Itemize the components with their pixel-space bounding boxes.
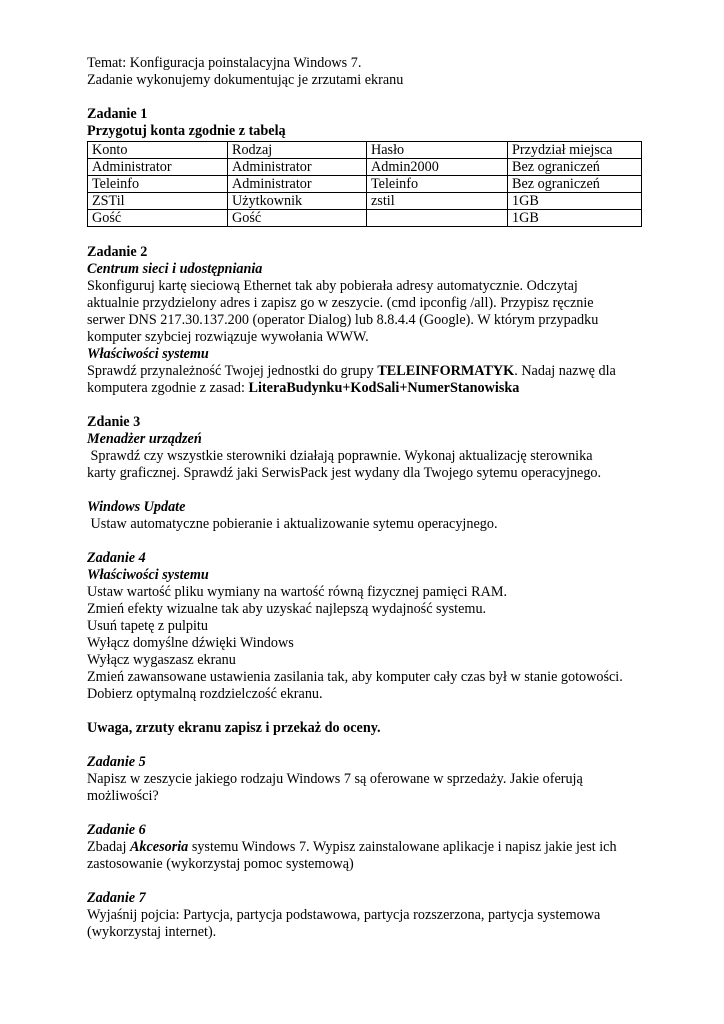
task4-text-line: Usuń tapetę z pulpitu (87, 618, 208, 634)
task2-group-line (87, 363, 647, 380)
table-row (88, 176, 642, 193)
table-cell: Administrator (228, 176, 367, 193)
table-row (88, 210, 642, 227)
task2-title: Zadanie 2 (87, 244, 148, 260)
task2-naming-line (87, 380, 647, 397)
table-header-row (88, 142, 642, 159)
task3-text-line: Sprawdź czy wszystkie sterowniki działają poprawnie. Wykonaj aktualizację sterownika (87, 448, 593, 464)
task3-title: Zdanie 3 (87, 414, 141, 430)
topic-line: Temat: Konfiguracja poinstalacyjna Windows 7. (87, 55, 362, 71)
task2-text-line: aktualnie przydzielony adres i zapisz go w zeszycie. (cmd ipconfig /all). Przypisz ręcznie (87, 295, 594, 311)
table-cell (367, 210, 508, 227)
table-cell: Bez ograniczeń (508, 159, 642, 176)
task6-text-line: zastosowanie (wykorzystaj pomoc systemową) (87, 856, 354, 872)
table-row (88, 159, 642, 176)
task1-subtitle: Przygotuj konta zgodnie z tabelą (87, 123, 286, 139)
task2-text-line: Skonfiguruj kartę sieciową Ethernet tak aby pobierała adresy automatycznie. Odczytaj (87, 278, 578, 294)
task4-title: Zadanie 4 (87, 550, 146, 566)
table-header-cell: Rodzaj (228, 142, 367, 159)
document-page (87, 55, 647, 941)
text-span: komputera zgodnie z zasad: (87, 380, 249, 396)
table-cell: Bez ograniczeń (508, 176, 642, 193)
table-row (88, 193, 642, 210)
table-header-cell: Przydział miejsca (508, 142, 642, 159)
task4-text-line: Dobierz optymalną rozdzielczość ekranu. (87, 686, 323, 702)
table-cell: Admin2000 (367, 159, 508, 176)
task6-title: Zadanie 6 (87, 822, 146, 838)
table-cell: Gość (88, 210, 228, 227)
task4-text-line: Zmień efekty wizualne tak aby uzyskać najlepszą wydajność systemu. (87, 601, 487, 617)
task5-text-line: Napisz w zeszycie jakiego rodzaju Windows 7 są oferowane w sprzedaży. Jakie oferują (87, 771, 583, 787)
table-header-cell: Hasło (367, 142, 508, 159)
task2-text-line: serwer DNS 217.30.137.200 (operator Dialog) lub 8.8.4.4 (Google). W którym przypadku (87, 312, 599, 328)
task7-text-line: Wyjaśnij pojcia: Partycja, partycja podstawowa, partycja rozszerzona, partycja systemowa (87, 907, 601, 923)
task3-text-line: Ustaw automatyczne pobieranie i aktualizowanie sytemu operacyjnego. (87, 516, 498, 532)
text-span: Sprawdź przynależność Twojej jednostki do grupy (87, 363, 378, 379)
table-cell: Teleinfo (88, 176, 228, 193)
task5-text-line: możliwości? (87, 788, 159, 804)
table-cell: Gość (228, 210, 367, 227)
task7-title: Zadanie 7 (87, 890, 146, 906)
instruction-line: Zadanie wykonujemy dokumentując je zrzutami ekranu (87, 72, 404, 88)
table-cell: zstil (367, 193, 508, 210)
table-cell: 1GB (508, 210, 642, 227)
naming-rule: LiteraBudynku+KodSali+NumerStanowiska (248, 380, 520, 396)
task4-text-line: Wyłącz domyślne dźwięki Windows (87, 635, 294, 651)
task4-text-line: Zmień zawansowane ustawienia zasilania tak, aby komputer cały czas był w stanie gotowości. (87, 669, 623, 685)
task3-text-line: karty graficznej. Sprawdź jaki SerwisPack jest wydany dla Twojego sytemu operacyjnego. (87, 465, 602, 481)
task7-text-line: (wykorzystaj internet). (87, 924, 217, 940)
table-cell: 1GB (508, 193, 642, 210)
table-cell: Użytkownik (228, 193, 367, 210)
task6-text-line (87, 839, 647, 856)
task2-text-line: komputer szybciej rozwiązuje wywołania WWW. (87, 329, 369, 345)
text-span: Zbadaj (87, 839, 130, 855)
table-cell: Administrator (228, 159, 367, 176)
text-span: . Nadaj nazwę dla (514, 363, 616, 379)
task2-section-system: Właściwości systemu (87, 346, 209, 362)
task2-section-network: Centrum sieci i udostępniania (87, 261, 263, 277)
task4-text-line: Ustaw wartość pliku wymiany na wartość równą fizycznej pamięci RAM. (87, 584, 507, 600)
table-cell: ZSTil (88, 193, 228, 210)
task5-title: Zadanie 5 (87, 754, 146, 770)
table-cell: Administrator (88, 159, 228, 176)
task4-text-line: Wyłącz wygaszasz ekranu (87, 652, 236, 668)
table-cell: Teleinfo (367, 176, 508, 193)
text-span: systemu Windows 7. Wypisz zainstalowane aplikacje i napisz jakie jest ich (188, 839, 617, 855)
task4-section: Właściwości systemu (87, 567, 209, 583)
accessories-term: Akcesoria (129, 839, 189, 855)
note-line: Uwaga, zrzuty ekranu zapisz i przekaż do oceny. (87, 720, 381, 736)
task1-title: Zadanie 1 (87, 106, 148, 122)
accounts-table (87, 141, 642, 227)
task3-section-devices: Menadżer urządzeń (87, 431, 202, 447)
task3-section-update: Windows Update (87, 499, 186, 515)
table-header-cell: Konto (88, 142, 228, 159)
group-name: TELEINFORMATYK (377, 363, 515, 379)
